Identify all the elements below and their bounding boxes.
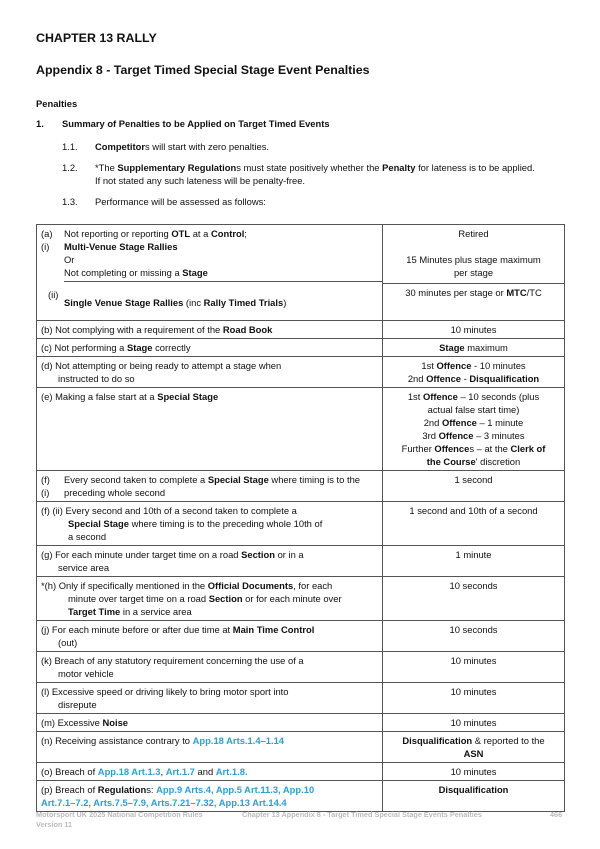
item-1-2-text: *The Supplementary Regulations must state positively whether the Penalty for lateness is to be applied. If not stated any such lateness will be penalty-free.: [95, 162, 535, 186]
row-f-penalty: 1 second: [383, 471, 565, 502]
row-o-penalty: 10 minutes: [383, 763, 565, 781]
app18-arts-link[interactable]: App.18 Arts.1.4–1.14: [192, 735, 285, 746]
table-row: [37, 225, 565, 321]
row-o-offence: (o) Breach of App.18 Art.1.3, Art.1.7 and Art.1.8.: [37, 763, 383, 781]
row-k-penalty: 10 minutes: [383, 652, 565, 683]
table-row: [37, 683, 565, 714]
table-row: [37, 321, 565, 339]
row-d-penalty: 1st Offence - 10 minutes 2nd Offence - Disqualification: [383, 357, 565, 388]
section-heading: Penalties: [36, 98, 78, 109]
item-1-1-number: 1.1.: [62, 141, 78, 152]
row-e-penalty: 1st Offence – 10 seconds (plus actual false start time) 2nd Offence – 1 minute 3rd Offence – 3 minutes Further Offences – at the Clerk of the Course' discretion: [383, 388, 565, 471]
chapter-title: CHAPTER 13 RALLY: [36, 31, 157, 45]
table-row: [37, 546, 565, 577]
row-h-penalty: 10 seconds: [383, 577, 565, 621]
table-row: [37, 781, 565, 812]
table-row: [37, 714, 565, 732]
art18-link[interactable]: Art.1.8.: [215, 766, 248, 777]
regulations-link-2[interactable]: Art.7.1–7.2, Arts.7.5–7.9, Arts.7.21–7.32, App.13 Art.14.4: [41, 797, 287, 808]
row-l-penalty: 10 minutes: [383, 683, 565, 714]
row-m-penalty: 10 minutes: [383, 714, 565, 732]
row-f2-penalty: 1 second and 10th of a second: [383, 502, 565, 546]
table-row: [37, 388, 565, 471]
regulations-link-1[interactable]: App.9 Arts.4, App.5 Art.11.3, App.10: [156, 784, 315, 795]
table-row: [37, 502, 565, 546]
row-c-penalty: Stage maximum: [383, 339, 565, 357]
row-g-penalty: 1 minute: [383, 546, 565, 577]
table-row: [37, 339, 565, 357]
row-n-offence: (n) Receiving assistance contrary to App.18 Arts.1.4–1.14: [37, 732, 383, 763]
row-g-offence: (g) For each minute under target time on a road Section or in a service area: [37, 546, 383, 577]
row-k-offence: (k) Breach of any statutory requirement concerning the use of a motor vehicle: [37, 652, 383, 683]
row-a-penalty: Retired 15 Minutes plus stage maximum per stage 30 minutes per stage or MTC/TC: [383, 225, 565, 321]
row-h-offence: *(h) Only if specifically mentioned in the Official Documents, for each minute over target time on a road Section or for each minute over Target Time in a service area: [37, 577, 383, 621]
row-f2-offence: (f) (ii) Every second and 10th of a second taken to complete a Special Stage where timing is to the preceding whole 10th of a second: [37, 502, 383, 546]
app18-art13-link[interactable]: App.18 Art.1.3: [97, 766, 161, 777]
item-1-1-text: Competitors will start with zero penalties.: [95, 141, 270, 152]
row-d-offence: (d) Not attempting or being ready to attempt a stage when instructed to do so: [37, 357, 383, 388]
row-b-offence: (b) Not complying with a requirement of the Road Book: [37, 321, 383, 339]
table-row: [37, 652, 565, 683]
row-a-offence: (a) Not reporting or reporting OTL at a Control; (i) Multi-Venue Stage Rallies Or Not completing or missing a Stage (ii) Single Venue Stage Rallies (inc Rally Timed Trials): [37, 225, 383, 321]
table-row: [37, 621, 565, 652]
summary-title: Summary of Penalties to be Applied on Target Timed Events: [62, 118, 330, 129]
item-1-2-number: 1.2.: [62, 162, 78, 173]
row-j-offence: (j) For each minute before or after due time at Main Time Control (out): [37, 621, 383, 652]
art17-link[interactable]: Art.1.7: [165, 766, 195, 777]
penalties-table: [36, 224, 565, 812]
footer-center: Chapter 13 Appendix 8 - Target Timed Special Stage Events Penalties: [242, 810, 482, 819]
footer-left: Motorsport UK 2025 National Competition Rules Version 11: [36, 810, 203, 829]
page-number: 466: [550, 810, 563, 819]
row-c-offence: (c) Not performing a Stage correctly: [37, 339, 383, 357]
row-p-penalty: Disqualification: [383, 781, 565, 812]
row-p-offence: (p) Breach of Regulations: App.9 Arts.4, App.5 Art.11.3, App.10 Art.7.1–7.2, Arts.7.5–7.9, Arts.7.21–7.32, App.13 Art.14.4: [37, 781, 383, 812]
appendix-title: Appendix 8 - Target Timed Special Stage Event Penalties: [36, 63, 370, 77]
row-j-penalty: 10 seconds: [383, 621, 565, 652]
table-row: [37, 732, 565, 763]
table-row: [37, 763, 565, 781]
row-f-offence: (f) (i) Every second taken to complete a Special Stage where timing is to the preceding whole second: [37, 471, 383, 502]
item-1-3-text: Performance will be assessed as follows:: [95, 196, 266, 207]
row-n-penalty: Disqualification & reported to the ASN: [383, 732, 565, 763]
row-b-penalty: 10 minutes: [383, 321, 565, 339]
table-row: [37, 471, 565, 502]
summary-number: 1.: [36, 118, 44, 129]
table-row: [37, 577, 565, 621]
row-e-offence: (e) Making a false start at a Special Stage: [37, 388, 383, 471]
row-m-offence: (m) Excessive Noise: [37, 714, 383, 732]
table-row: [37, 357, 565, 388]
item-1-3-number: 1.3.: [62, 196, 78, 207]
row-l-offence: (l) Excessive speed or driving likely to bring motor sport into disrepute: [37, 683, 383, 714]
